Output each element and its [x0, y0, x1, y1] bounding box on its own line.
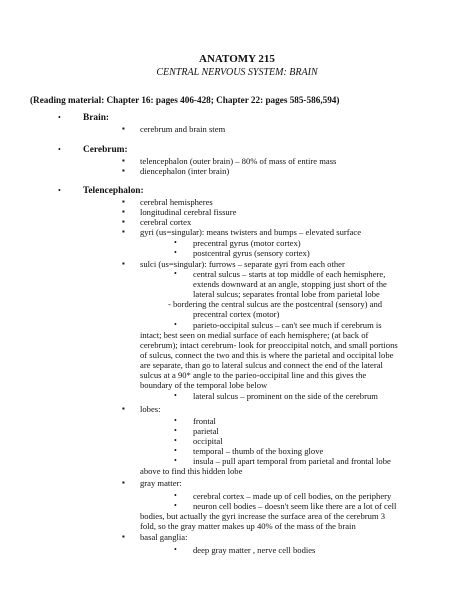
heading-cerebrum: Cerebrum:: [83, 145, 128, 155]
small-bullet-icon: ▪: [122, 166, 125, 175]
small-bullet-icon: ▪: [122, 124, 125, 133]
small-bullet-icon: ▪: [122, 478, 125, 487]
text-line: bodies, but actually the gyri increase the surface area of the cerebrum 3: [140, 511, 386, 521]
bullet-icon: •: [174, 416, 177, 425]
list-item: deep gray matter , nerve cell bodies: [193, 545, 316, 555]
small-bullet-icon: ▪: [122, 207, 125, 216]
small-bullet-icon: ▪: [122, 404, 125, 413]
bullet-icon: •: [174, 426, 177, 435]
text-line: boundary of the temporal lobe below: [140, 380, 268, 390]
text-line: of sulcus, connect the two and this is where the parietal and occipital lobe: [140, 350, 394, 360]
list-item: basal ganglia:: [140, 532, 188, 542]
bullet-icon: •: [174, 545, 177, 554]
text-line: lateral sulcus; separates frontal lobe from parietal lobe: [193, 289, 380, 299]
list-item: gyri (us=singular): means twisters and bumps – elevated surface: [140, 227, 362, 237]
text-line: cerebrum); intact cerebrum- look for preoccipital notch, and small portions: [140, 340, 398, 350]
text-line: are separate, than go to lateral sulcus and connect the end of the lateral: [140, 360, 383, 370]
list-item: precentral gyrus (motor cortex): [193, 238, 301, 248]
small-bullet-icon: ▪: [122, 532, 125, 541]
bullet-icon: •: [174, 456, 177, 465]
bullet-icon: •: [58, 145, 61, 154]
list-item: neuron cell bodies – doesn't seem like there are a lot of cell: [193, 501, 397, 511]
bullet-icon: •: [174, 446, 177, 455]
reading-material: (Reading material: Chapter 16: pages 406-428; Chapter 22: pages 585-586,594): [30, 95, 340, 105]
list-item: temporal – thumb of the boxing glove: [193, 446, 324, 456]
list-item: lobes:: [140, 404, 161, 414]
list-item: telencephalon (outer brain) – 80% of mass of entire mass: [140, 156, 337, 166]
list-item: parietal: [193, 426, 219, 436]
list-item: cerebrum and brain stem: [140, 124, 226, 134]
bullet-icon: •: [174, 436, 177, 445]
list-item: occipital: [193, 436, 223, 446]
list-item: sulci (us=singular): furrows – separate gyri from each other: [140, 259, 345, 269]
list-item: cerebral cortex – made up of cell bodies, on the periphery: [193, 491, 392, 501]
text-line: sulcus at a 90* angle to the parieo-occipital line and this gives the: [140, 370, 367, 380]
bullet-icon: •: [174, 269, 177, 278]
text-line: - bordering the central sulcus are the postcentral (sensory) and: [168, 299, 383, 309]
bullet-icon: •: [174, 320, 177, 329]
document-title: ANATOMY 215: [199, 53, 275, 65]
list-item: longitudinal cerebral fissure: [140, 207, 237, 217]
bullet-icon: •: [58, 113, 61, 122]
bullet-icon: •: [174, 391, 177, 400]
list-item: diencephalon (inter brain): [140, 166, 230, 176]
document-subtitle: CENTRAL NERVOUS SYSTEM: BRAIN: [156, 67, 318, 78]
small-bullet-icon: ▪: [122, 217, 125, 226]
text-line: above to find this hidden lobe: [140, 466, 243, 476]
small-bullet-icon: ▪: [122, 156, 125, 165]
small-bullet-icon: ▪: [122, 227, 125, 236]
text-line: parieto-occipital sulcus – can't see much if cerebrum is: [193, 320, 382, 330]
heading-telencephalon: Telencephalon:: [83, 186, 144, 196]
bullet-icon: •: [174, 238, 177, 247]
bullet-icon: •: [174, 501, 177, 510]
bullet-icon: •: [58, 186, 61, 195]
list-item: frontal: [193, 416, 216, 426]
text-line: fold, so the gray matter makes up 40% of the mass of the brain: [140, 521, 356, 531]
bullet-icon: •: [174, 248, 177, 257]
list-item: insula – pull apart temporal from parietal and frontal lobe: [193, 456, 391, 466]
list-item: postcentral gyrus (sensory cortex): [193, 248, 310, 258]
text-line: intact; best seen on medial surface of each hemisphere; (at back of: [140, 330, 369, 340]
heading-brain: Brain:: [83, 113, 110, 123]
list-item: cerebral hemispheres: [140, 197, 213, 207]
list-item: gray matter:: [140, 478, 182, 488]
small-bullet-icon: ▪: [122, 259, 125, 268]
text-line: central sulcus – starts at top middle of each hemisphere,: [193, 269, 386, 279]
bullet-icon: •: [174, 491, 177, 500]
text-line: extends downward at an angle, stopping just short of the: [193, 279, 387, 289]
list-item: lateral sulcus – prominent on the side of the cerebrum: [193, 391, 378, 401]
list-item: cerebral cortex: [140, 217, 192, 227]
small-bullet-icon: ▪: [122, 197, 125, 206]
text-line: precentral cortex (motor): [193, 309, 280, 319]
